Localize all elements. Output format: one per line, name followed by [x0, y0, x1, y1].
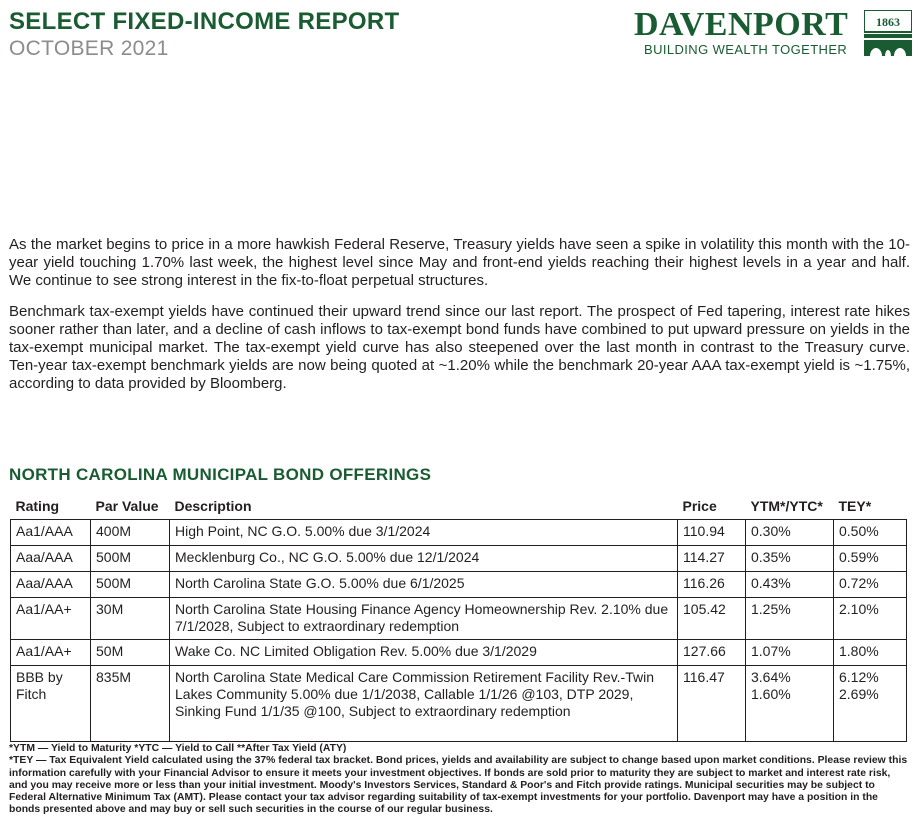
table-row	[11, 598, 907, 640]
ytm-value: 1.25%	[751, 601, 791, 617]
cell-par: 500M	[91, 546, 170, 572]
cell-yield	[746, 546, 834, 572]
cell-par: 50M	[91, 640, 170, 666]
tey-call-value: 2.69%	[839, 686, 879, 702]
ytm-value: 0.30%	[751, 523, 791, 539]
header-par-value: Par Value	[95, 498, 159, 514]
cell-rating: Aaa/AAA	[11, 546, 91, 572]
ytm-value: 1.07%	[751, 643, 791, 659]
cell-description: North Carolina State G.O. 5.00% due 6/1/2025	[170, 572, 678, 598]
section-title: NORTH CAROLINA MUNICIPAL BOND OFFERINGS	[9, 465, 432, 484]
cell-rating: Aa1/AA+	[11, 598, 91, 640]
table-row	[11, 546, 907, 572]
cell-rating: Aa1/AA+	[11, 640, 91, 666]
tey-value: 0.72%	[839, 575, 879, 591]
table-row	[11, 572, 907, 598]
bond-offerings-table	[10, 493, 907, 742]
logo-tagline: BUILDING WEALTH TOGETHER	[644, 42, 848, 57]
cell-price: 116.26	[678, 572, 746, 598]
report-title: SELECT FIXED-INCOME REPORT	[9, 8, 400, 35]
cell-price: 114.27	[678, 546, 746, 572]
cell-tey	[834, 546, 907, 572]
cell-description: High Point, NC G.O. 5.00% due 3/1/2024	[170, 520, 678, 546]
intro-paragraph-1: As the market begins to price in a more hawkish Federal Reserve, Treasury yields have seen a spike in volatility this month with the 10-year yield touching 1.70% last week, the highest level since May and front-end yields reaching their highest levels in a year and half. We continue to see strong interest in the fix-to-float perpetual structures.	[9, 236, 910, 289]
cell-description: North Carolina State Medical Care Commission Retirement Facility Rev.-Twin Lakes Community 5.00% due 1/1/2038, Callable 1/1/26 @103, DTP 2029, Sinking Fund 1/1/35 @100, Subject to extraordinary redemption	[170, 666, 678, 742]
cell-tey	[834, 666, 907, 742]
tey-value: 1.80%	[839, 643, 879, 659]
tey-value: 2.10%	[839, 601, 879, 617]
cell-rating: Aa1/AAA	[11, 520, 91, 546]
header-yield: YTM*/YTC*	[750, 498, 823, 514]
bridge-seal-icon	[864, 10, 912, 56]
cell-par: 30M	[91, 598, 170, 640]
davenport-logo	[634, 8, 914, 58]
table-row	[11, 520, 907, 546]
ytc-value: 1.60%	[751, 686, 791, 702]
cell-tey	[834, 572, 907, 598]
cell-yield	[746, 666, 834, 742]
cell-tey	[834, 520, 907, 546]
header-tey: TEY*	[838, 498, 872, 514]
footnote-disclaimer: *TEY — Tax Equivalent Yield calculated using the 37% federal tax bracket. Bond prices, yields and availability are subject to change based upon market conditions. Please review this information carefully with your Financial Advisor to ensure it meets your investment objectives. If bonds are sold prior to maturity they are subject to market and interest rate risk, and you may receive more or less than your initial investment. Moody's Investors Services, Standard & Poor's and Fitch provide ratings. Municipal securities may be subject to Federal Alternative Minimum Tax (AMT). Please contact your tax advisor regarding suitability of tax-exempt investments for your portfolio. Davenport may have a position in the bonds presented above and may buy or sell such securities in the course of our regular business.	[9, 755, 908, 816]
cell-description: Wake Co. NC Limited Obligation Rev. 5.00% due 3/1/2029	[170, 640, 678, 666]
cell-rating: Aaa/AAA	[11, 572, 91, 598]
cell-tey	[834, 640, 907, 666]
table-header-row	[11, 493, 907, 520]
cell-yield	[746, 640, 834, 666]
cell-yield	[746, 520, 834, 546]
footnote	[9, 743, 911, 817]
table-row	[11, 666, 907, 742]
ytm-value: 3.64%	[751, 669, 791, 685]
table-row	[11, 640, 907, 666]
cell-par: 500M	[91, 572, 170, 598]
header-price: Price	[682, 498, 717, 514]
logo-name: DAVENPORT	[634, 6, 849, 43]
tey-value: 0.59%	[839, 549, 879, 565]
cell-yield	[746, 572, 834, 598]
cell-price: 105.42	[678, 598, 746, 640]
cell-description: Mecklenburg Co., NC G.O. 5.00% due 12/1/2024	[170, 546, 678, 572]
cell-rating: BBB by Fitch	[11, 666, 91, 742]
report-date: OCTOBER 2021	[9, 37, 169, 60]
cell-price: 116.47	[678, 666, 746, 742]
cell-tey	[834, 598, 907, 640]
intro-paragraph-2: Benchmark tax-exempt yields have continued their upward trend since our last report. The prospect of Fed tapering, interest rate hikes sooner rather than later, and a decline of cash inflows to tax-exempt bond funds have combined to put upward pressure on yields in the tax-exempt municipal market. The tax-exempt yield curve has also steepened over the last month in contrast to the Treasury curve. Ten-year tax-exempt benchmark yields are now being quoted at ~1.20% while the benchmark 20-year AAA tax-exempt yield is ~1.75%, according to data provided by Bloomberg.	[9, 303, 910, 392]
footnote-definitions: *YTM — Yield to Maturity *YTC — Yield to Call **After Tax Yield (ATY)	[9, 743, 347, 754]
ytm-value: 0.43%	[751, 575, 791, 591]
cell-price: 127.66	[678, 640, 746, 666]
cell-par: 400M	[91, 520, 170, 546]
tey-value: 0.50%	[839, 523, 879, 539]
cell-yield	[746, 598, 834, 640]
header-rating: Rating	[15, 498, 60, 514]
header-description: Description	[174, 498, 252, 514]
cell-price: 110.94	[678, 520, 746, 546]
cell-par: 835M	[91, 666, 170, 742]
cell-description: North Carolina State Housing Finance Agency Homeownership Rev. 2.10% due 7/1/2028, Subject to extraordinary redemption	[170, 598, 678, 640]
ytm-value: 0.35%	[751, 549, 791, 565]
logo-year: 1863	[876, 15, 900, 29]
tey-value: 6.12%	[839, 669, 879, 685]
